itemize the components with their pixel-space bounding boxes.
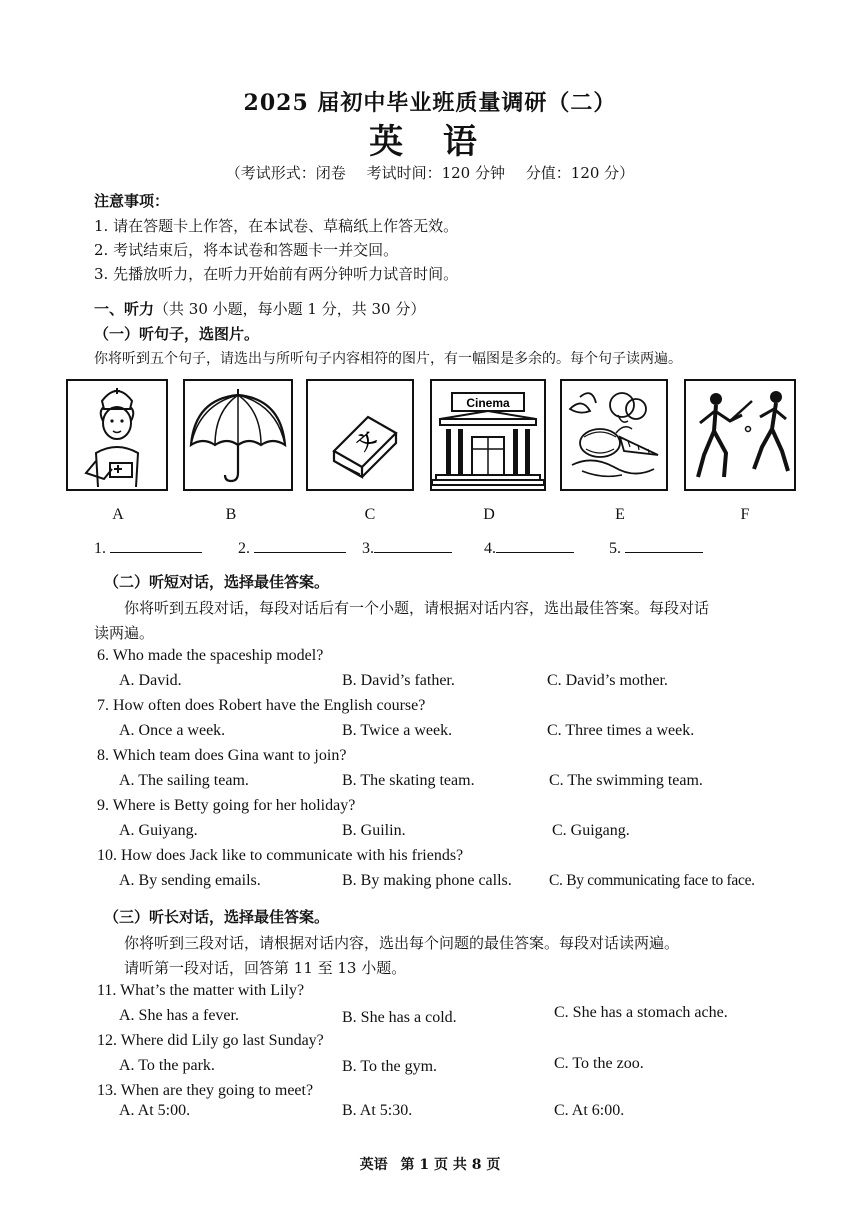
option-b[interactable]: B. David’s father. [342,672,455,689]
picture-label-e: E [615,506,625,523]
notice-item: 3. 先播放听力，在听力开始前有两分钟听力试音时间。 [94,265,459,283]
part2-instruction-cont: 读两遍。 [94,624,155,642]
part1-instruction: 你将听到五个句子，请选出与所听句子内容相符的图片，有一幅图是多余的。每个句子读两遍。 [94,351,682,367]
option-a[interactable]: A. Guiyang. [119,822,198,839]
picture-label-c: C [364,506,376,523]
option-c[interactable]: C. By communicating face to face. [549,872,755,889]
picture-f [684,379,796,491]
option-c[interactable]: C. Three times a week. [547,722,695,739]
option-b[interactable]: B. Guilin. [342,822,406,839]
option-a[interactable]: A. Once a week. [119,722,226,739]
part2-instruction: 你将听到五段对话，每段对话后有一个小题，请根据对话内容，选出最佳答案。每段对话 [124,599,710,617]
option-b[interactable]: B. She has a cold. [342,1009,457,1026]
question-10: 10. How does Jack like to communicate with his friends? [97,847,464,864]
picture-label-b: B [225,506,237,523]
part3-sub-instruction: 请听第一段对话，回答第 11 至 13 小题。 [124,959,407,977]
cinema-sign-text: Cinema [466,396,510,410]
question-11: 11. What’s the matter with Lily? [97,982,305,999]
question-12: 12. Where did Lily go last Sunday? [97,1032,324,1049]
answer-blank[interactable]: 3. [362,538,452,558]
answer-blank[interactable]: 5. [609,538,703,558]
option-b[interactable]: B. By making phone calls. [342,872,512,889]
question-13: 13. When are they going to meet? [97,1082,314,1099]
picture-c [306,379,414,491]
picture-e [560,379,668,491]
question-8: 8. Which team does Gina want to join? [97,747,347,764]
exam-time: 考试时间：120 分钟 [366,164,505,182]
notice-item: 1. 请在答题卡上作答，在本试卷、草稿纸上作答无效。 [94,217,459,235]
notice-heading: 注意事项： [94,192,170,210]
option-c[interactable]: C. To the zoo. [554,1055,644,1072]
picture-label-a: A [112,506,124,523]
option-c[interactable]: C. At 6:00. [554,1102,625,1119]
option-b[interactable]: B. The skating team. [342,772,475,789]
option-c[interactable]: C. The swimming team. [549,772,703,789]
option-b[interactable]: B. At 5:30. [342,1102,413,1119]
option-c[interactable]: C. She has a stomach ache. [554,1004,728,1021]
picture-d [430,379,546,491]
exam-info [0,162,860,183]
page-number: 第 1 页 共 8 页 [400,1157,501,1173]
section-heading [94,298,425,319]
option-a[interactable]: A. To the park. [119,1057,215,1074]
baseball-players-icon [686,381,794,489]
part3-instruction: 你将听到三段对话，请根据对话内容，选出每个问题的最佳答案。每段对话读两遍。 [124,934,680,952]
option-c[interactable]: C. David’s mother. [547,672,668,689]
question-6: 6. Who made the spaceship model? [97,647,324,664]
answer-blank[interactable]: 1. [94,538,202,558]
option-b[interactable]: B. Twice a week. [342,722,453,739]
page-footer [0,1154,860,1174]
question-9: 9. Where is Betty going for her holiday? [97,797,356,814]
option-c[interactable]: C. Guigang. [552,822,630,839]
option-a[interactable]: A. David. [119,672,182,689]
question-7: 7. How often does Robert have the English course? [97,697,426,714]
option-a[interactable]: A. At 5:00. [119,1102,191,1119]
option-b[interactable]: B. To the gym. [342,1058,438,1075]
option-a[interactable]: A. The sailing team. [119,772,249,789]
footer-subject: 英语 [359,1157,388,1173]
vegetables-icon [562,381,666,489]
picture-label-d: D [483,506,495,523]
part2-heading: （二）听短对话，选择最佳答案。 [104,573,330,591]
umbrella-icon [185,381,291,489]
notice-item: 2. 考试结束后，将本试卷和答题卡一并交回。 [94,241,399,259]
option-a[interactable]: A. By sending emails. [119,872,261,889]
option-a[interactable]: A. She has a fever. [119,1007,239,1024]
book-cover-text: 文 [352,427,380,456]
nurse-icon [68,381,166,489]
exam-score: 分值：120 分） [525,164,635,182]
cinema-icon [432,381,544,489]
picture-label-f: F [740,506,750,523]
exam-format: （考试形式：闭卷 [225,164,346,182]
subject-title: 英 语 [369,122,491,162]
section-title: 一、听力 [94,300,155,318]
answer-blank[interactable]: 2. [238,538,346,558]
picture-a [66,379,168,491]
part1-heading: （一）听句子，选图片。 [94,325,260,343]
answer-blank[interactable]: 4. [484,538,574,558]
part3-heading: （三）听长对话，选择最佳答案。 [104,908,330,926]
book-icon [308,381,412,489]
section-note: （共 30 小题，每小题 1 分，共 30 分） [154,300,426,318]
exam-title: 2025 届初中毕业班质量调研（二） [243,90,617,116]
picture-b [183,379,293,491]
